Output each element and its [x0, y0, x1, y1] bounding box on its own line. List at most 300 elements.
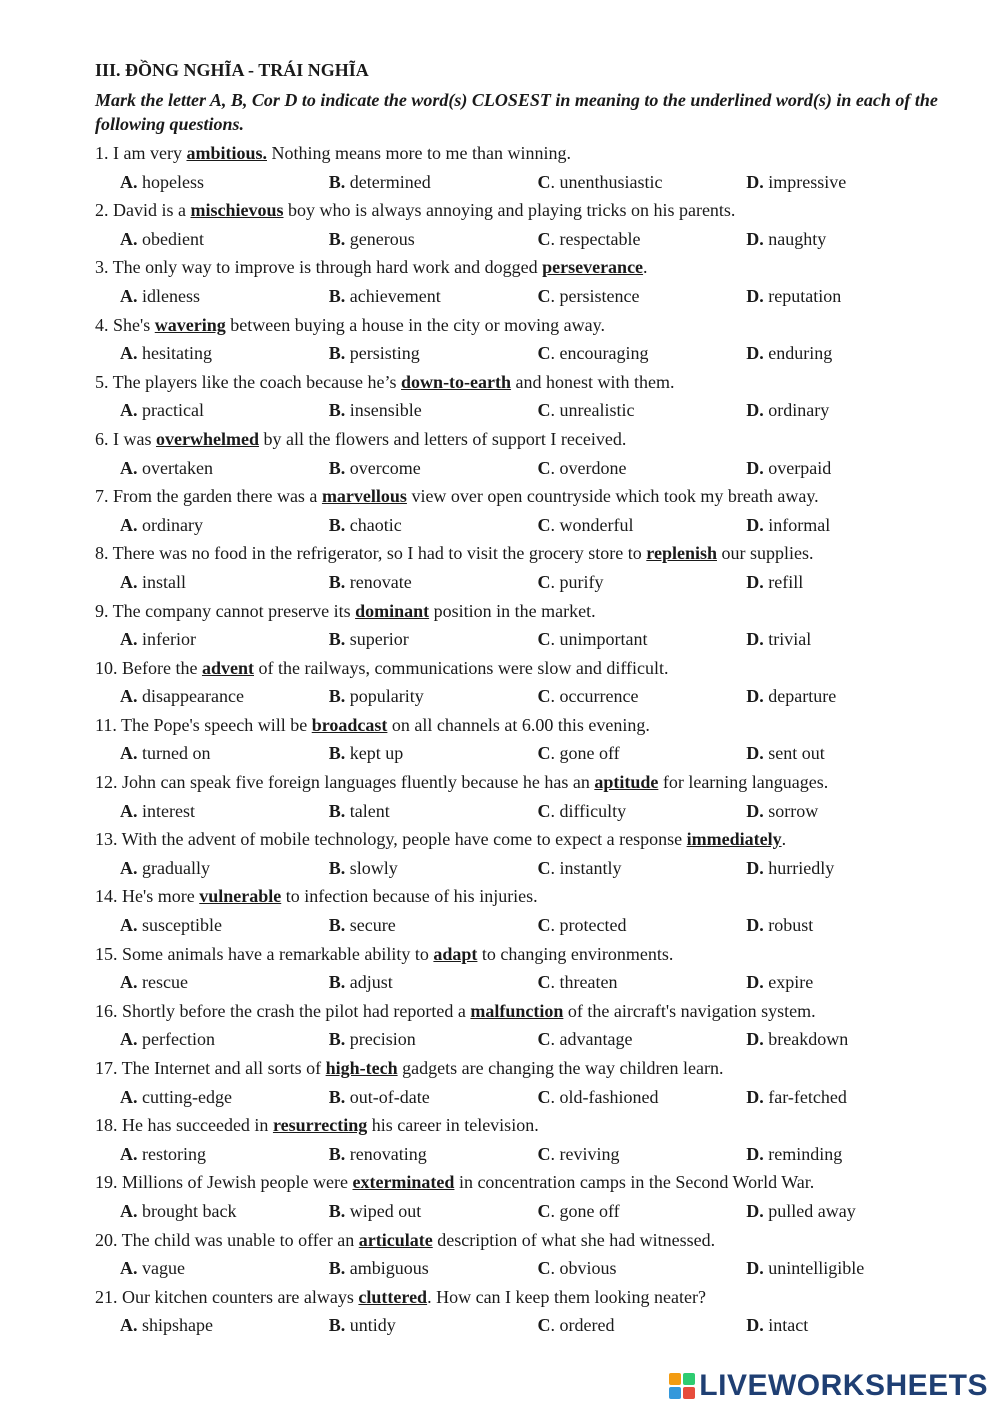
option-letter: D. [746, 857, 764, 878]
option-d[interactable] [746, 797, 955, 826]
question-post-text: his career in television. [367, 1115, 539, 1136]
option-letter: C [537, 343, 551, 364]
underlined-word: perseverance [542, 257, 644, 278]
option-a[interactable] [120, 797, 329, 826]
question-8 [95, 539, 955, 596]
question-18 [95, 1111, 955, 1168]
option-c[interactable] [538, 1197, 747, 1226]
option-text: encouraging [559, 343, 649, 364]
option-letter: B. [328, 171, 346, 192]
option-letter: D. [746, 1029, 764, 1050]
option-text: talent [349, 800, 390, 821]
option-b[interactable] [329, 568, 538, 597]
question-pre-text: Millions of Jewish people were [117, 1172, 353, 1193]
option-a[interactable] [120, 282, 329, 311]
option-separator: . [550, 857, 560, 878]
underlined-word: high-tech [325, 1058, 398, 1078]
option-b[interactable] [329, 797, 538, 826]
question-post-text: our supplies. [716, 543, 814, 564]
answer-options [95, 1140, 955, 1169]
option-text: persisting [349, 343, 420, 364]
option-a[interactable] [120, 225, 329, 254]
question-14 [95, 882, 955, 939]
answer-options [95, 1197, 955, 1226]
option-letter: A. [120, 629, 138, 650]
option-text: gradually [142, 857, 210, 878]
option-b[interactable] [329, 625, 538, 654]
underlined-word: adapt [433, 943, 478, 964]
option-letter: A. [120, 285, 138, 306]
option-a[interactable] [120, 1197, 329, 1226]
option-letter: A. [120, 571, 138, 592]
option-letter: C [537, 686, 551, 707]
option-text: interest [142, 800, 195, 821]
option-letter: C [537, 571, 551, 592]
option-text: robust [768, 915, 814, 936]
option-letter: A. [120, 972, 138, 993]
option-b[interactable] [329, 168, 538, 197]
option-c[interactable] [538, 625, 747, 654]
option-letter: D. [746, 514, 764, 535]
logo-square [683, 1373, 695, 1385]
option-text: practical [142, 400, 204, 421]
question-post-text: and honest with them. [511, 371, 675, 392]
liveworksheets-logo [669, 1369, 988, 1403]
option-c[interactable] [538, 1254, 747, 1283]
underlined-word: articulate [358, 1229, 433, 1250]
question-number: 15. [95, 943, 118, 964]
option-c[interactable] [538, 854, 747, 883]
option-text: rescue [142, 972, 188, 993]
option-d[interactable] [746, 568, 955, 597]
option-b[interactable] [329, 739, 538, 768]
option-letter: B. [328, 343, 346, 364]
option-text: informal [768, 514, 831, 535]
option-d[interactable] [746, 168, 955, 197]
question-post-text: . [781, 829, 787, 850]
underlined-word: aptitude [594, 772, 659, 793]
option-b[interactable] [329, 854, 538, 883]
option-a[interactable] [120, 339, 329, 368]
option-text: trivial [768, 629, 812, 650]
option-b[interactable] [329, 339, 538, 368]
option-text: idleness [142, 285, 200, 306]
question-text [95, 654, 955, 683]
question-17 [95, 1054, 955, 1111]
option-letter: C [537, 171, 551, 192]
option-text: pulled away [768, 1200, 856, 1221]
option-text: overpaid [768, 457, 832, 478]
underlined-word: down-to-earth [401, 371, 512, 392]
option-b[interactable] [329, 1311, 538, 1340]
option-d[interactable] [746, 225, 955, 254]
option-text: kept up [349, 743, 404, 764]
option-b[interactable] [329, 225, 538, 254]
option-b[interactable] [329, 282, 538, 311]
option-letter: D. [746, 571, 764, 592]
option-separator: . [550, 1143, 560, 1164]
question-number: 20. [95, 1229, 118, 1250]
option-separator: . [550, 457, 560, 478]
option-text: out-of-date [349, 1086, 430, 1107]
option-c[interactable] [538, 282, 747, 311]
option-c[interactable] [538, 168, 747, 197]
option-text: brought back [142, 1200, 237, 1221]
question-number: 2. [95, 200, 109, 221]
question-number: 18. [95, 1115, 118, 1136]
question-post-text: of the railways, communications were slow and difficult. [253, 657, 669, 678]
option-letter: B. [328, 743, 346, 764]
option-letter: B. [328, 228, 346, 249]
question-5 [95, 368, 955, 425]
question-post-text: for learning languages. [658, 772, 829, 793]
option-b[interactable] [329, 911, 538, 940]
option-d[interactable] [746, 968, 955, 997]
option-separator: . [550, 571, 560, 592]
question-pre-text: The players like the coach because he’s [108, 371, 402, 392]
option-text: ordinary [768, 400, 830, 421]
option-b[interactable] [329, 1025, 538, 1054]
answer-options [95, 225, 955, 254]
option-letter: A. [120, 171, 138, 192]
question-text [95, 368, 955, 397]
question-9 [95, 597, 955, 654]
option-text: unimportant [559, 629, 648, 650]
option-separator: . [550, 285, 560, 306]
option-c[interactable] [538, 396, 747, 425]
underlined-word: cluttered [358, 1286, 428, 1307]
option-text: naughty [768, 228, 827, 249]
option-d[interactable] [746, 1254, 955, 1283]
option-text: adjust [349, 972, 393, 993]
option-d[interactable] [746, 339, 955, 368]
option-a[interactable] [120, 1083, 329, 1112]
option-c[interactable] [538, 911, 747, 940]
option-letter: B. [328, 629, 346, 650]
option-letter: B. [328, 457, 346, 478]
underlined-word: advent [201, 657, 254, 678]
option-b[interactable] [329, 511, 538, 540]
option-letter: B. [328, 285, 346, 306]
question-post-text: of the aircraft's navigation system. [563, 1000, 816, 1021]
option-d[interactable] [746, 511, 955, 540]
question-text [95, 597, 955, 626]
option-letter: B. [328, 915, 346, 936]
question-number: 13. [95, 829, 118, 850]
option-letter: C [537, 1200, 551, 1221]
question-text [95, 1054, 955, 1083]
option-d[interactable] [746, 1311, 955, 1340]
option-d[interactable] [746, 854, 955, 883]
option-a[interactable] [120, 1254, 329, 1283]
option-b[interactable] [329, 968, 538, 997]
option-text: impressive [768, 171, 847, 192]
option-c[interactable] [538, 1083, 747, 1112]
option-d[interactable] [746, 396, 955, 425]
logo-text: LIVEWORKSHEETS [699, 1369, 988, 1402]
option-text: obedient [142, 228, 204, 249]
option-text: unrealistic [559, 400, 635, 421]
option-separator: . [550, 1086, 560, 1107]
question-text [95, 825, 955, 854]
option-b[interactable] [329, 1197, 538, 1226]
option-separator: . [550, 629, 560, 650]
option-b[interactable] [329, 682, 538, 711]
question-pre-text: Shortly before the crash the pilot had reported a [117, 1000, 471, 1021]
underlined-word: malfunction [470, 1000, 564, 1021]
option-c[interactable] [538, 339, 747, 368]
option-b[interactable] [329, 1083, 538, 1112]
option-text: vague [142, 1258, 185, 1279]
option-d[interactable] [746, 454, 955, 483]
question-list [95, 139, 955, 1340]
option-c[interactable] [538, 968, 747, 997]
option-letter: D. [746, 400, 764, 421]
option-letter: C [537, 285, 551, 306]
option-letter: D. [746, 800, 764, 821]
option-letter: D. [746, 686, 764, 707]
option-separator: . [550, 171, 560, 192]
option-letter: A. [120, 686, 138, 707]
question-number: 10. [95, 657, 118, 678]
option-text: ordered [559, 1315, 615, 1336]
option-letter: C [537, 400, 551, 421]
option-text: enduring [768, 343, 833, 364]
question-pre-text: John can speak five foreign languages fluently because he has an [117, 772, 595, 793]
option-letter: D. [746, 915, 764, 936]
question-text [95, 253, 955, 282]
question-text [95, 311, 955, 340]
option-a[interactable] [120, 168, 329, 197]
logo-mark-icon [669, 1373, 695, 1399]
option-c[interactable] [538, 511, 747, 540]
option-letter: A. [120, 1029, 138, 1050]
option-a[interactable] [120, 568, 329, 597]
answer-options [95, 968, 955, 997]
option-text: breakdown [768, 1029, 849, 1050]
option-text: hesitating [142, 343, 212, 364]
option-text: intact [768, 1315, 809, 1336]
option-d[interactable] [746, 682, 955, 711]
option-a[interactable] [120, 854, 329, 883]
worksheet-page [95, 56, 955, 1340]
option-a[interactable] [120, 739, 329, 768]
question-15 [95, 940, 955, 997]
underlined-word: mischievous [190, 200, 284, 221]
option-c[interactable] [538, 1311, 747, 1340]
option-separator: . [550, 400, 560, 421]
question-text [95, 139, 955, 168]
question-6 [95, 425, 955, 482]
option-letter: D. [746, 457, 764, 478]
question-pre-text: I was [108, 428, 156, 449]
question-pre-text: He's more [117, 886, 200, 907]
question-pre-text: The child was unable to offer an [117, 1229, 359, 1250]
option-letter: C [537, 514, 551, 535]
question-text [95, 1283, 955, 1312]
question-text [95, 1226, 955, 1255]
question-text [95, 1111, 955, 1140]
answer-options [95, 454, 955, 483]
answer-options [95, 168, 955, 197]
question-pre-text: There was no food in the refrigerator, so I had to visit the grocery store to [108, 543, 647, 564]
option-text: refill [768, 571, 804, 592]
option-letter: C [537, 1086, 551, 1107]
option-letter: C [537, 457, 551, 478]
option-text: renovating [349, 1143, 427, 1164]
question-post-text: to infection because of his injuries. [281, 886, 538, 907]
option-letter: A. [120, 857, 138, 878]
option-separator: . [550, 343, 560, 364]
option-letter: C [537, 1315, 551, 1336]
option-c[interactable] [538, 568, 747, 597]
option-a[interactable] [120, 625, 329, 654]
option-text: chaotic [349, 514, 402, 535]
option-b[interactable] [329, 1140, 538, 1169]
question-pre-text: The Internet and all sorts of [117, 1058, 326, 1078]
option-d[interactable] [746, 625, 955, 654]
option-text: susceptible [142, 915, 222, 936]
option-d[interactable] [746, 1083, 955, 1112]
option-c[interactable] [538, 682, 747, 711]
option-separator: . [550, 1029, 560, 1050]
underlined-word: vulnerable [199, 886, 282, 907]
option-text: threaten [559, 972, 618, 993]
option-b[interactable] [329, 454, 538, 483]
option-text: obvious [559, 1258, 617, 1279]
question-number: 12. [95, 772, 118, 793]
option-letter: C [537, 1029, 551, 1050]
option-text: old-fashioned [559, 1086, 659, 1107]
option-text: departure [768, 686, 837, 707]
option-text: expire [768, 972, 814, 993]
option-a[interactable] [120, 1311, 329, 1340]
answer-options [95, 1311, 955, 1340]
option-letter: B. [328, 1258, 346, 1279]
answer-options [95, 797, 955, 826]
option-letter: B. [328, 972, 346, 993]
option-text: ordinary [142, 514, 203, 535]
option-letter: A. [120, 1200, 138, 1221]
question-post-text: between buying a house in the city or moving away. [225, 314, 605, 335]
option-c[interactable] [538, 454, 747, 483]
question-pre-text: The only way to improve is through hard work and dogged [108, 257, 543, 278]
question-16 [95, 997, 955, 1054]
underlined-word: exterminated [352, 1172, 455, 1193]
answer-options [95, 854, 955, 883]
question-text [95, 997, 955, 1026]
logo-square [669, 1387, 681, 1399]
option-letter: A. [120, 457, 138, 478]
underlined-word: resurrecting [272, 1115, 368, 1136]
question-pre-text: I am very [108, 143, 187, 163]
option-text: protected [559, 915, 627, 936]
option-d[interactable] [746, 282, 955, 311]
underlined-word: replenish [646, 543, 717, 564]
answer-options [95, 282, 955, 311]
question-number: 5. [95, 371, 109, 392]
question-post-text: on all channels at 6.00 this evening. [387, 714, 650, 735]
option-a[interactable] [120, 454, 329, 483]
option-c[interactable] [538, 1140, 747, 1169]
option-separator: . [550, 1258, 560, 1279]
option-letter: B. [328, 400, 346, 421]
option-text: far-fetched [768, 1086, 847, 1107]
question-number: 9. [95, 600, 109, 621]
option-text: hurriedly [768, 857, 835, 878]
option-a[interactable] [120, 396, 329, 425]
option-text: restoring [142, 1143, 206, 1164]
question-13 [95, 825, 955, 882]
option-text: turned on [142, 743, 211, 764]
option-a[interactable] [120, 511, 329, 540]
question-pre-text: The Pope's speech will be [116, 714, 312, 735]
option-letter: A. [120, 1143, 138, 1164]
option-text: reviving [559, 1143, 620, 1164]
option-b[interactable] [329, 1254, 538, 1283]
option-text: untidy [349, 1315, 396, 1336]
option-letter: D. [746, 972, 764, 993]
question-12 [95, 768, 955, 825]
option-text: shipshape [142, 1315, 213, 1336]
option-text: instantly [559, 857, 622, 878]
option-a[interactable] [120, 1140, 329, 1169]
option-a[interactable] [120, 911, 329, 940]
question-pre-text: Before the [117, 657, 202, 678]
option-c[interactable] [538, 739, 747, 768]
option-a[interactable] [120, 1025, 329, 1054]
question-10 [95, 654, 955, 711]
option-d[interactable] [746, 1197, 955, 1226]
answer-options [95, 682, 955, 711]
option-c[interactable] [538, 225, 747, 254]
question-number: 17. [95, 1058, 118, 1078]
question-text [95, 196, 955, 225]
option-separator: . [550, 228, 560, 249]
option-letter: C [537, 1143, 551, 1164]
option-letter: A. [120, 514, 138, 535]
option-b[interactable] [329, 396, 538, 425]
option-d[interactable] [746, 739, 955, 768]
option-separator: . [550, 1200, 560, 1221]
option-text: achievement [349, 285, 441, 306]
answer-options [95, 739, 955, 768]
section-heading: III. ĐỒNG NGHĨA - TRÁI NGHĨA [95, 60, 369, 80]
option-letter: A. [120, 800, 138, 821]
option-d[interactable] [746, 1140, 955, 1169]
option-text: determined [349, 171, 431, 192]
option-text: popularity [349, 686, 424, 707]
question-19 [95, 1168, 955, 1225]
question-post-text: . How can I keep them looking neater? [427, 1286, 706, 1307]
option-letter: A. [120, 400, 138, 421]
option-text: gone off [559, 1200, 620, 1221]
option-text: persistence [559, 285, 640, 306]
option-a[interactable] [120, 968, 329, 997]
option-d[interactable] [746, 1025, 955, 1054]
underlined-word: wavering [154, 314, 226, 335]
option-c[interactable] [538, 1025, 747, 1054]
option-letter: A. [120, 743, 138, 764]
option-d[interactable] [746, 911, 955, 940]
option-text: hopeless [142, 171, 204, 192]
option-letter: C [537, 743, 551, 764]
option-a[interactable] [120, 682, 329, 711]
question-pre-text: Our kitchen counters are always [117, 1286, 359, 1307]
option-text: superior [349, 629, 409, 650]
option-c[interactable] [538, 797, 747, 826]
question-pre-text: He has succeeded in [117, 1115, 273, 1136]
